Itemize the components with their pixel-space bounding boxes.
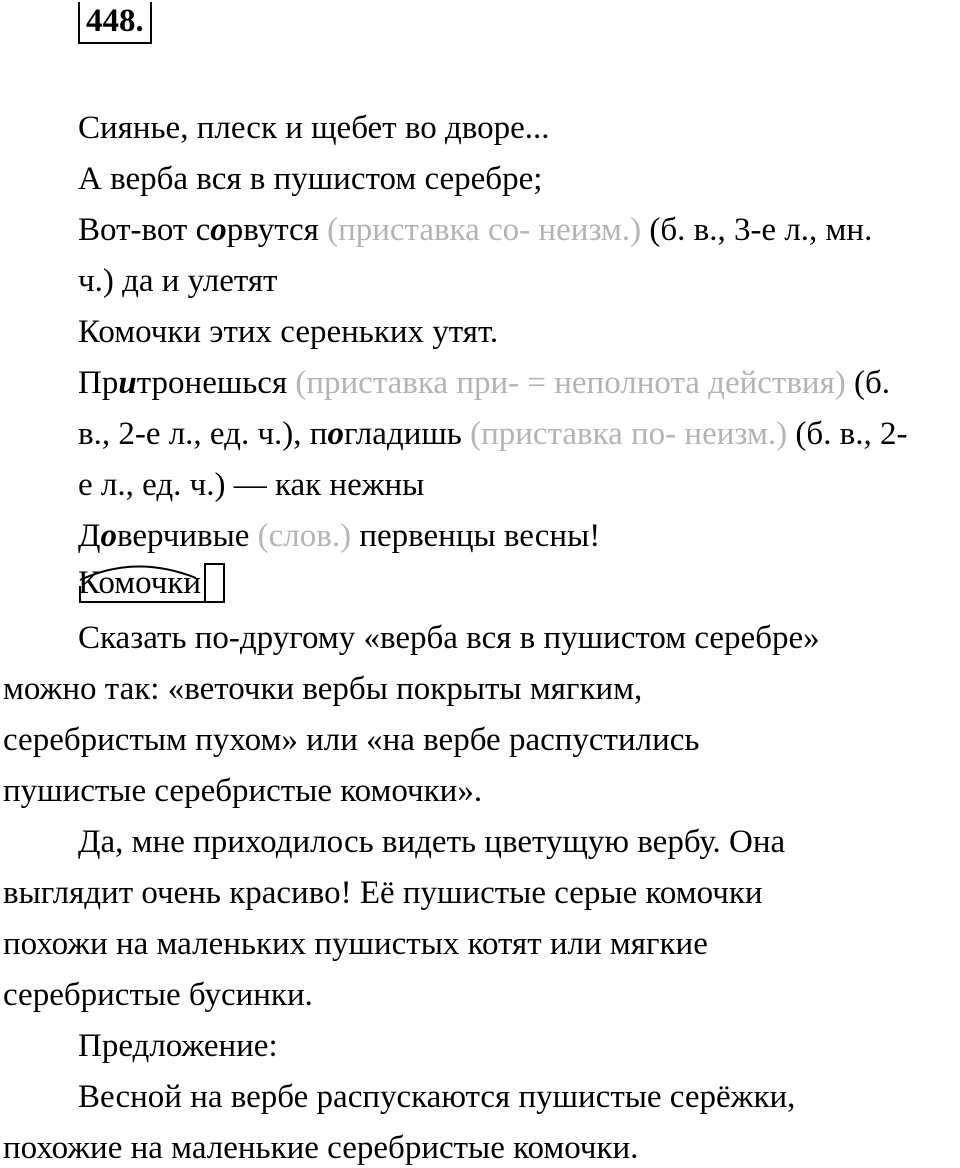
- word-part: Пр: [78, 365, 119, 401]
- paragraph-line: выглядит очень красиво! Её пушистые серые комочки: [3, 875, 763, 911]
- spelling-note: (слов.): [257, 518, 352, 554]
- morpheme-marks: [74, 556, 234, 608]
- highlighted-vowel: о: [210, 212, 227, 248]
- paragraph-line: Да, мне приходилось видеть цветущую вербу. Она: [78, 824, 786, 860]
- spelling-note: (приставка по- неизм.): [470, 416, 788, 452]
- ending-box-mark: [205, 564, 224, 602]
- paragraph-line: Сказать по-другому «верба вся в пушистом серебре»: [78, 620, 820, 656]
- word-part: тронешься: [136, 365, 288, 401]
- poem-line-4: ч.) да и улетят: [78, 263, 278, 299]
- word-part: рвутся: [226, 212, 319, 248]
- grammar-note: (б. в., 3-е л., мн.: [649, 212, 873, 248]
- spelling-note: (приставка при- = неполнота действия): [295, 365, 846, 401]
- highlighted-vowel: о: [327, 416, 344, 452]
- paragraph-line: серебристым пухом» или «на вербе распустились: [3, 722, 700, 758]
- word-part: Д: [78, 518, 101, 554]
- root-arc-mark: [80, 566, 196, 580]
- word-part: гладишь: [343, 416, 462, 452]
- sentence-label: Предложение:: [78, 1028, 278, 1064]
- morphemic-word: Комочки: [78, 565, 202, 601]
- word-part: в., 2-е л., ед. ч.), п: [78, 416, 328, 452]
- paragraph-line: пушистые серебристые комочки».: [3, 773, 483, 809]
- paragraph-line: похожие на маленькие серебристые комочки.: [3, 1130, 639, 1166]
- base-bracket-mark: [80, 586, 205, 602]
- poem-line-8: е л., ед. ч.) — как нежны: [78, 467, 425, 503]
- grammar-note: (б. в., 2-: [795, 416, 908, 452]
- poem-line-2: А верба вся в пушистом серебре;: [78, 161, 543, 197]
- highlighted-vowel: о: [100, 518, 118, 554]
- paragraph-line: похожи на маленьких пушистых котят или мягкие: [3, 926, 708, 962]
- highlighted-vowel: и: [118, 365, 137, 401]
- poem-text: первенцы весны!: [359, 518, 601, 554]
- poem-line-7: [78, 414, 907, 454]
- poem-line-3: [78, 210, 872, 250]
- paragraph-line: Весной на вербе распускаются пушистые серёжки,: [78, 1079, 796, 1115]
- paragraph-line: можно так: «веточки вербы покрыты мягким,: [3, 671, 643, 707]
- spelling-note: (приставка со- неизм.): [327, 212, 642, 248]
- poem-line-5: Комочки этих сереньких утят.: [78, 314, 499, 350]
- word-part: Вот-вот с: [78, 212, 211, 248]
- task-number: 448.: [78, 2, 152, 44]
- poem-line-9: [78, 516, 600, 556]
- poem-line-6: [78, 363, 890, 403]
- grammar-note: (б.: [854, 365, 891, 401]
- poem-line-1: Сиянье, плеск и щебет во дворе...: [78, 110, 550, 146]
- word-part: верчивые: [117, 518, 250, 554]
- paragraph-line: серебристые бусинки.: [3, 977, 313, 1013]
